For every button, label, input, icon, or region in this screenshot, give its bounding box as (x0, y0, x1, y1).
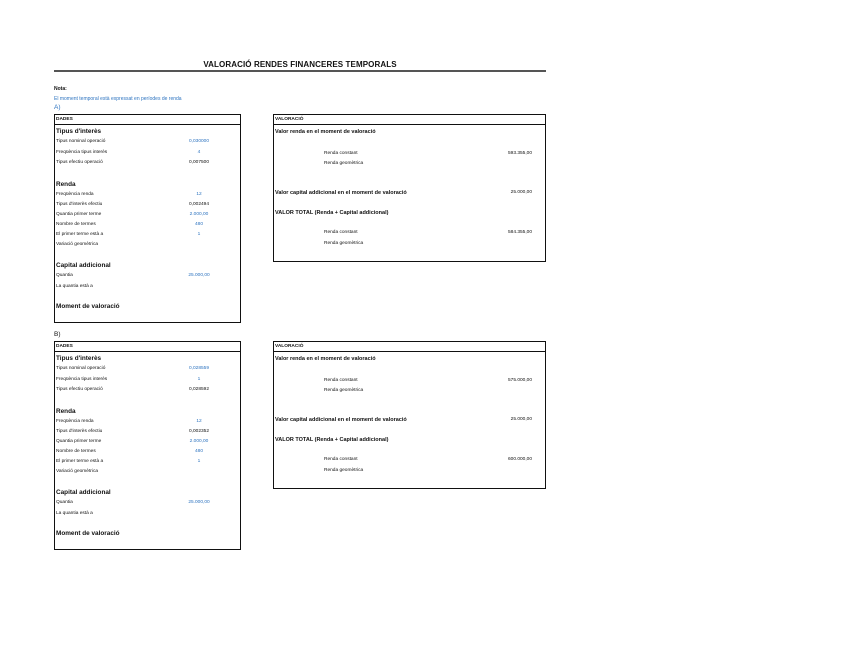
title-underline (54, 70, 546, 72)
data-label: Freqüència tipus interès (56, 149, 108, 155)
renda-geometrica-label: Renda geomètrica (324, 161, 364, 166)
data-label: Nombre de termes (56, 222, 96, 227)
capital-heading: Capital addicional (56, 489, 111, 496)
data-label: Freqüència tipus interès (56, 376, 108, 382)
valoracio-header: VALORACIÓ (274, 115, 545, 125)
data-value[interactable]: 12 (196, 419, 202, 424)
data-label: Quantia primer terme (56, 439, 102, 444)
data-value[interactable]: 0,028559 (188, 366, 209, 371)
data-value[interactable]: 25.000,00 (188, 273, 210, 278)
data-label: Quantia (56, 273, 73, 278)
data-label: Variació geomètrica (56, 469, 99, 474)
valor-capital-label: Valor capital addicional en el moment de valoració (275, 190, 407, 196)
data-value: 0,002494 (188, 202, 209, 207)
note-text: El moment temporal està expressat en períodes de renda (54, 96, 182, 102)
data-label: Nombre de termes (56, 449, 96, 454)
data-value[interactable]: 2.000,00 (189, 439, 209, 444)
data-label: Tipus d'interès efectiu (56, 202, 103, 207)
data-value[interactable]: 1 (197, 232, 201, 237)
total-constant-label: Renda constant (324, 230, 358, 235)
data-value[interactable]: 4 (197, 149, 201, 155)
total-geometrica-label: Renda geomètrica (324, 241, 364, 246)
data-label: La quantia està a (56, 510, 93, 516)
valor-capital-value: 25.000,00 (510, 417, 532, 422)
data-value[interactable]: 0,030000 (188, 139, 209, 144)
valoracio-panel (273, 114, 546, 262)
total-geometrica-label: Renda geomètrica (324, 468, 364, 473)
valoracio-header: VALORACIÓ (274, 342, 545, 352)
valor-renda-label: Valor renda en el moment de valoració (275, 356, 376, 362)
data-value[interactable]: 2.000,00 (189, 212, 209, 217)
section-label: B) (54, 331, 61, 338)
capital-heading: Capital addicional (56, 262, 111, 269)
data-value[interactable]: 1 (197, 459, 201, 464)
valor-total-label: VALOR TOTAL (Renda + Capital addicional) (275, 210, 389, 216)
data-value[interactable]: 480 (194, 449, 203, 454)
renda-heading: Renda (56, 408, 76, 415)
valoracio-panel (273, 341, 546, 489)
data-label: Tipus efectiu operació (56, 387, 103, 392)
valor-total-label: VALOR TOTAL (Renda + Capital addicional) (275, 437, 389, 443)
data-value[interactable]: 12 (196, 192, 202, 197)
renda-constant-value: 593.355,00 (507, 151, 532, 156)
data-label: Freqüència renda (56, 419, 94, 424)
total-constant-value: 600.000,00 (507, 457, 532, 462)
data-label: El primer terme està a (56, 459, 104, 464)
dades-header: DADES (55, 115, 240, 125)
renda-constant-label: Renda constant (324, 151, 358, 156)
dades-panel (54, 114, 241, 323)
data-label: Freqüència renda (56, 192, 94, 197)
data-label: Tipus nominal operació (56, 366, 106, 371)
data-label: La quantia està a (56, 283, 93, 289)
interes-heading: Tipus d'interès (56, 128, 102, 135)
data-label: Variació geomètrica (56, 242, 99, 247)
renda-constant-value: 575.000,00 (507, 378, 532, 383)
moment-heading: Moment de valoració (56, 530, 120, 537)
dades-panel (54, 341, 241, 550)
data-label: Quantia primer terme (56, 212, 102, 217)
note-heading: Nota: (54, 86, 67, 92)
data-value[interactable]: 1 (197, 376, 201, 382)
data-label: Tipus efectiu operació (56, 160, 103, 165)
page-title: VALORACIÓ RENDES FINANCERES TEMPORALS (203, 60, 397, 69)
data-label: Quantia (56, 500, 73, 505)
dades-header: DADES (55, 342, 240, 352)
data-label: Tipus nominal operació (56, 139, 106, 144)
data-value: 0,002352 (188, 429, 209, 434)
moment-heading: Moment de valoració (56, 303, 120, 310)
data-value[interactable]: 25.000,00 (188, 500, 210, 505)
data-label: El primer terme està a (56, 232, 104, 237)
renda-constant-label: Renda constant (324, 378, 358, 383)
interes-heading: Tipus d'interès (56, 355, 102, 362)
section-label: A) (54, 104, 61, 111)
data-value: 0,007500 (188, 160, 209, 165)
valor-capital-label: Valor capital addicional en el moment de valoració (275, 417, 407, 423)
valor-renda-label: Valor renda en el moment de valoració (275, 129, 376, 135)
valor-capital-value: 25.000,00 (510, 190, 532, 195)
data-value: 0,028592 (188, 387, 209, 392)
data-label: Tipus d'interès efectiu (56, 429, 103, 434)
renda-geometrica-label: Renda geomètrica (324, 388, 364, 393)
data-value[interactable]: 480 (194, 222, 203, 227)
renda-heading: Renda (56, 181, 76, 188)
total-constant-value: 584.355,00 (507, 230, 532, 235)
total-constant-label: Renda constant (324, 457, 358, 462)
